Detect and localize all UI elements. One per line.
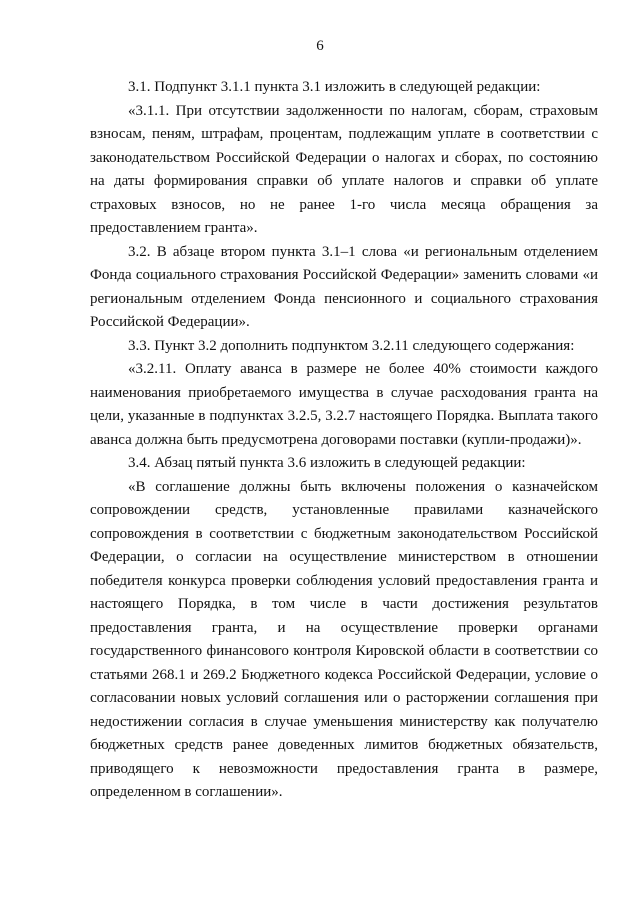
paragraph-3-3: 3.3. Пункт 3.2 дополнить подпунктом 3.2.11 следующего содержания: — [128, 337, 575, 354]
document-body — [90, 76, 598, 805]
page-number: 6 — [316, 38, 324, 54]
paragraph-agreement-quote: «В соглашение должны быть включены положения о казначейском сопровождении средств, установленные правилами казначейского сопровождения в соответствии с бюджетным законодательством Российской Федерации, о согласии на осуществление министерством в отношении победителя конкурса проверки соблюдения условий предоставления гранта и настоящего Порядка, в том числе в части достижения результатов предоставления гранта, и на осуществление проверки органами государственного финансового контроля Кировской области в соответствии со статьями 268.1 и 269.2 Бюджетного кодекса Российской Федерации, условие о согласовании новых условий соглашения или о расторжении соглашения при недостижении согласия в случае уменьшения министерству как получателю бюджетных средств ранее доведенных лимитов бюджетных обязательств, приводящего к невозможности предоставления гранта в размере, определенном в соглашении». — [90, 478, 598, 800]
paragraph-3-4: 3.4. Абзац пятый пункта 3.6 изложить в следующей редакции: — [128, 455, 526, 471]
paragraph-3-1-1-quote: «3.1.1. При отсутствии задолженности по налогам, сборам, страховым взносам, пеням, штрафам, процентам, подлежащим уплате в соответствии с законодательством Российской Федерации о налогах и сборах, по состоянию на даты формирования справки об уплате налогов и справки об уплате страховых взносов, но не ранее 1-го числа месяца обращения за предоставлением гранта». — [90, 102, 598, 236]
paragraph-3-2: 3.2. В абзаце втором пункта 3.1–1 слова «и региональным отделением Фонда социального страхования Российской Федерации» заменить словами «и региональным отделением Фонда пенсионного и социального страхования Российской Федерации». — [90, 243, 598, 330]
paragraph-3-1: 3.1. Подпункт 3.1.1 пункта 3.1 изложить в следующей редакции: — [128, 79, 541, 95]
paragraph-3-2-11-quote: «3.2.11. Оплату аванса в размере не более 40% стоимости каждого наименования приобретаемого имущества в случае расходования гранта на цели, указанные в подпунктах 3.2.5, 3.2.7 настоящего Порядка. Выплата такого аванса должна быть предусмотрена договорами поставки (купли-продажи)». — [90, 361, 598, 448]
